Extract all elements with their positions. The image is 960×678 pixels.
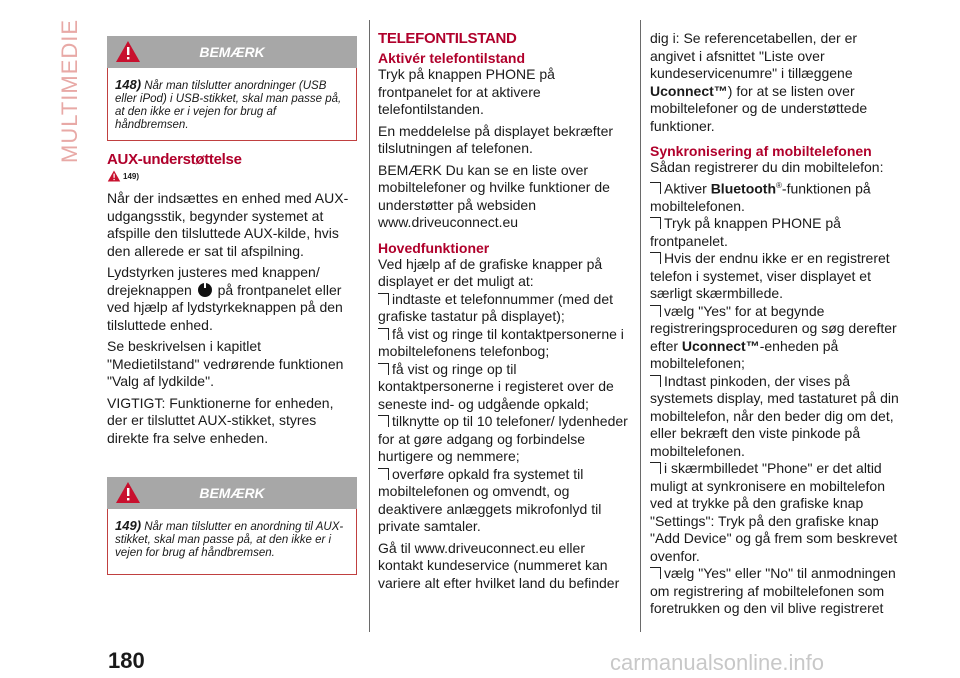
brand-name: Uconnect™ — [650, 82, 728, 99]
bullet-icon — [650, 252, 661, 264]
column-3 — [650, 30, 902, 618]
bullet-icon — [650, 217, 661, 229]
watermark: carmanualsonline.info — [610, 650, 825, 675]
list-item — [378, 291, 630, 326]
list-item-text: Indtast pinkoden, der vises på systemets display, med tastaturet på din mobiltelefon, når den beder dig om det, eller bekræft den viste pinkode på mobiltelefonen. — [650, 372, 899, 459]
bullet-icon — [378, 363, 389, 375]
note-body — [107, 68, 357, 141]
list-item-text: -funktionen på mobiltelefonen. — [650, 180, 871, 214]
list-item — [650, 250, 902, 303]
subheading: Aktivér telefontilstand — [378, 50, 526, 66]
column-2 — [378, 30, 630, 592]
paragraph-text: på frontpanelet eller ved hjælp af lydstyrkeknappen på den tilsluttede enhed. — [107, 281, 343, 333]
paragraph-text: dig i: Se referencetabellen, der er angivet i afsnittet "Liste over kundeservicenumre" i tillæggene — [650, 30, 858, 81]
brand-name: Bluetooth — [710, 180, 777, 197]
list-item — [650, 215, 902, 250]
column-divider — [640, 20, 641, 632]
paragraph — [650, 30, 902, 135]
list-item-text: få vist og ringe op til kontaktpersonerne i registeret over de seneste ind- og udgående opkald; — [378, 360, 614, 412]
aux-heading: AUX-understøttelse — [107, 151, 242, 168]
paragraph: Sådan registrerer du din mobiltelefon: — [650, 159, 884, 175]
note-box-148 — [107, 36, 357, 141]
warning-icon — [107, 170, 121, 182]
list-item-text: vælg "Yes" eller "No" til anmodningen om registrering af mobiltelefonen som foretrukken og den vil blive registreret — [650, 565, 896, 617]
list-item — [378, 361, 630, 414]
section-tab: MULTIMEDIE — [57, 18, 82, 163]
bullet-icon — [378, 415, 389, 427]
note-title: BEMÆRK — [199, 485, 265, 501]
list-item — [650, 565, 902, 618]
note-header — [107, 36, 357, 68]
paragraph: Gå til www.driveuconnect.eu eller kontakt kundeservice (nummeret kan variere alt efter hvilket land du befinder — [378, 539, 620, 591]
list-item-text: Hvis der endnu ikke er en registreret telefon i systemet, viser displayet et særligt skærmbillede. — [650, 250, 890, 302]
bullet-icon — [378, 328, 389, 340]
column-divider — [369, 20, 370, 632]
list-item — [378, 413, 630, 466]
bullet-icon — [650, 375, 661, 387]
paragraph: BEMÆRK Du kan se en liste over mobiltelefoner og hvilke funktioner de understøtter på websiden www.driveuconnect.eu — [378, 161, 610, 230]
paragraph: Tryk på knappen PHONE på frontpanelet for at aktivere telefontilstanden. — [378, 66, 555, 117]
bullet-icon — [650, 567, 661, 579]
list-item-text: overføre opkald fra systemet til mobiltelefonen og omvendt, og deaktivere anlæggets mikrofonlyd til private samtaler. — [378, 465, 602, 534]
paragraph: Ved hjælp af de grafiske knapper på displayet er det muligt at: — [378, 255, 603, 289]
paragraph: En meddelelse på displayet bekræfter tilslutningen af telefonen. — [378, 122, 614, 156]
bullet-icon — [650, 305, 661, 317]
list-item-text: Aktiver — [664, 180, 707, 197]
bullet-icon — [650, 462, 661, 474]
note-title: BEMÆRK — [199, 44, 265, 60]
list-item: Aktiver Bluetooth®-funktionen på mobiltelefonen. — [650, 180, 871, 214]
note-text: Når man tilslutter en anordning til AUX-stikket, skal man passe på, at den ikke er i vejen for brug af håndbremsen. — [115, 521, 344, 559]
note-box-149 — [107, 477, 357, 575]
paragraph-text: Lydstyrken justeres med knappen/ drejeknappen — [107, 264, 320, 298]
list-item — [650, 373, 902, 461]
list-item-text: indtaste et telefonnummer (med det grafiske tastatur på displayet); — [378, 290, 614, 324]
list-item-text: få vist og ringe til kontaktpersonerne i mobiltelefonens telefonbog; — [378, 325, 624, 359]
list-item-text: vælg "Yes" for at begynde registreringsproceduren og søg derefter efter — [650, 302, 897, 354]
section-heading: TELEFONTILSTAND — [378, 30, 517, 47]
aux-note-ref: 149) — [123, 171, 140, 181]
paragraph: Når der indsættes en enhed med AUX-udgangsstik, begynder systemet at afspille den tilsluttede AUX-kilde, hvis den allerede er sat til afspilning. — [107, 190, 349, 259]
list-item-text: tilknytte op til 10 telefoner/ lydenheder for at gøre adgang og forbindelse hurtigere og nemmere; — [378, 413, 628, 464]
power-knob-icon — [198, 283, 212, 297]
bullet-icon — [378, 468, 389, 480]
paragraph-text: ) for at se listen over mobiltelefoner og de understøttede funktioner. — [650, 82, 868, 134]
list-item — [378, 466, 630, 536]
paragraph: VIGTIGT: Funktionerne for enheden, der er tilsluttet AUX-stikket, styres direkte fra selve enheden. — [107, 394, 334, 446]
paragraph — [107, 264, 357, 334]
list-item-text: -enheden på mobiltelefonen; — [650, 337, 839, 372]
brand-name: Uconnect™ — [681, 337, 760, 354]
list-item — [650, 303, 902, 373]
list-item — [650, 460, 902, 565]
list-item-text: Tryk på knappen PHONE på frontpanelet. — [650, 215, 841, 249]
list-item — [378, 326, 630, 361]
column-1 — [107, 36, 357, 575]
note-text: Når man tilslutter anordninger (USB eller iPod) i USB-stikket, skal man passe på, at den ikke er i vejen for brug af håndbremsen. — [115, 80, 342, 131]
note-ref: 148) — [115, 77, 142, 92]
subheading: Synkronisering af mobiltelefonen — [650, 143, 872, 159]
paragraph: Se beskrivelsen i kapitlet "Medietilstand" vedrørende funktionen "Valg af lydkilde". — [107, 338, 344, 389]
bullet-icon — [650, 182, 661, 194]
bullet-icon — [378, 293, 389, 305]
note-header — [107, 477, 357, 509]
page-number: 180 — [108, 648, 145, 673]
list-item-text: i skærmbilledet "Phone" er det altid muligt at synkronisere en mobiltelefon ved at trykke på den grafiske knap "Settings": Tryk på den grafiske knap "Add Device" og gå frem som beskrevet ovenfor. — [650, 460, 898, 564]
note-body — [107, 509, 357, 575]
subheading: Hovedfunktioner — [378, 239, 490, 256]
note-ref: 149) — [115, 518, 142, 533]
